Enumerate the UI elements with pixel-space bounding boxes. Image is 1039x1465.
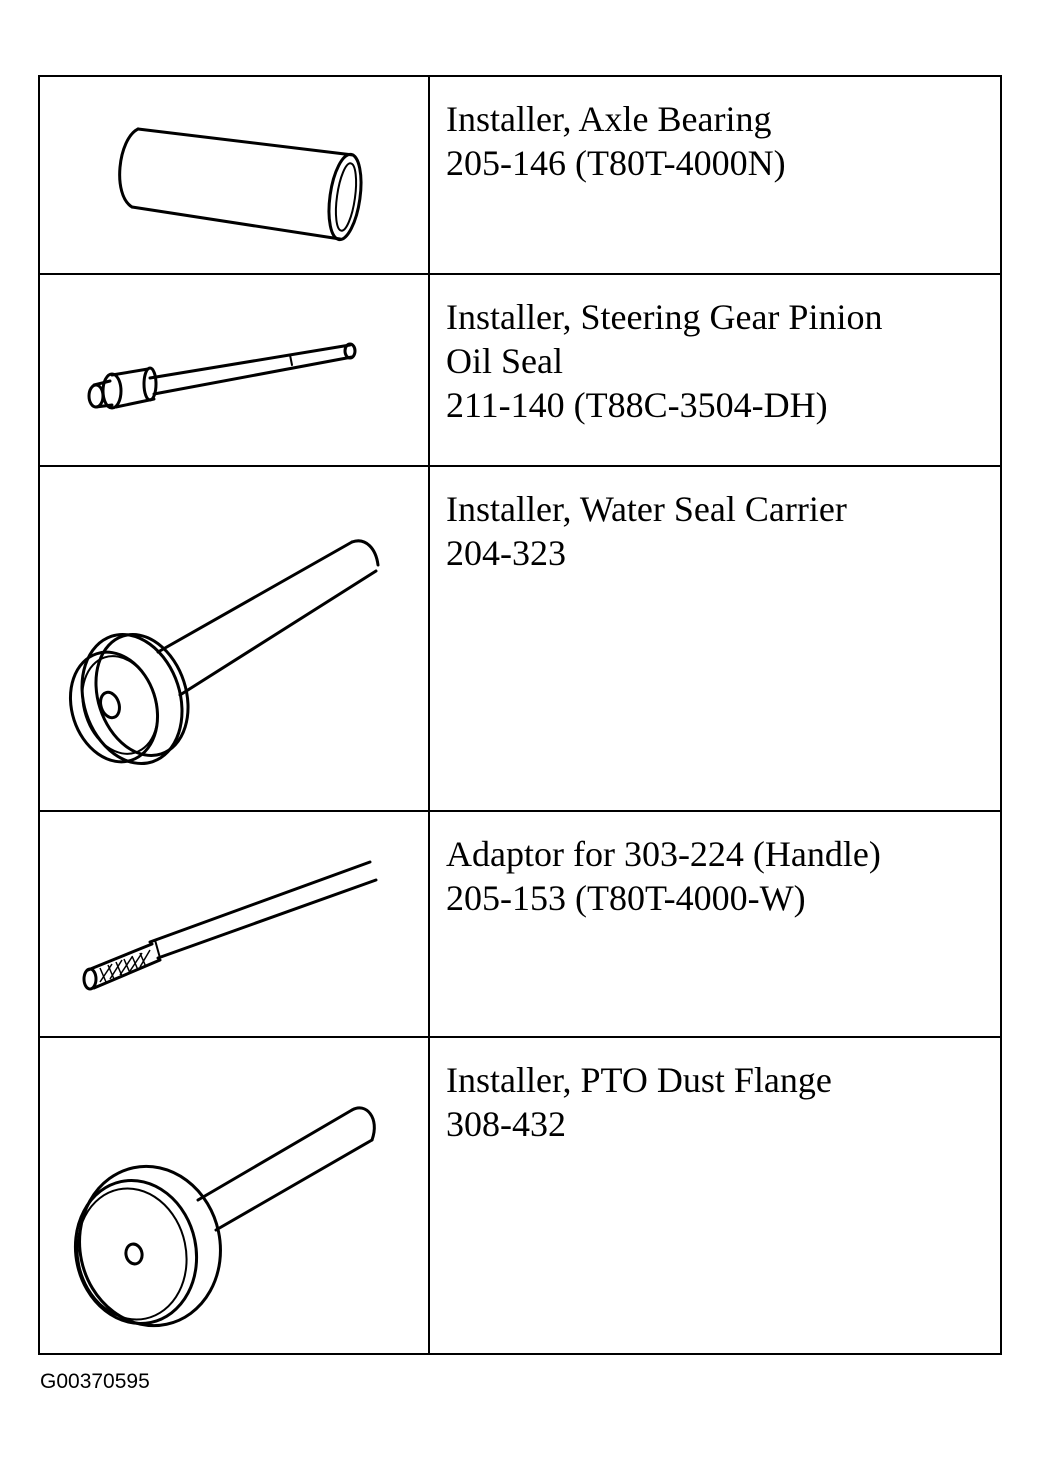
tool-number: 205-153 (T80T-4000-W) [446, 878, 806, 918]
tool-row [39, 1037, 1001, 1354]
tool-name: Installer, Axle Bearing [446, 99, 772, 139]
tool-row [39, 811, 1001, 1037]
tool-name: Installer, Water Seal Carrier [446, 489, 847, 529]
tool-row [39, 76, 1001, 274]
handle-adaptor-icon [40, 812, 428, 1036]
tool-name: Installer, PTO Dust Flange [446, 1060, 832, 1100]
tool-image-cell [39, 811, 429, 1037]
figure-id: G00370595 [40, 1370, 150, 1393]
tool-image-cell [39, 274, 429, 466]
tool-name: Adaptor for 303-224 (Handle) [446, 834, 881, 874]
tool-image-cell [39, 466, 429, 811]
tool-description-cell [429, 1037, 1001, 1354]
tool-description-cell [429, 811, 1001, 1037]
pto-dust-flange-installer-icon [40, 1038, 428, 1353]
tool-name-line-1: Installer, Steering Gear Pinion [446, 297, 883, 337]
tool-row [39, 466, 1001, 811]
special-tools-table [38, 75, 1002, 1355]
tool-number: 211-140 (T88C-3504-DH) [446, 385, 828, 425]
tool-image-cell [39, 76, 429, 274]
tool-description-cell [429, 466, 1001, 811]
tool-number: 205-146 (T80T-4000N) [446, 143, 786, 183]
tool-name-line-2: Oil Seal [446, 341, 563, 381]
tool-row [39, 274, 1001, 466]
water-seal-carrier-installer-icon [40, 467, 428, 810]
tool-description-cell [429, 76, 1001, 274]
tool-description-cell [429, 274, 1001, 466]
tool-image-cell [39, 1037, 429, 1354]
tool-number: 308-432 [446, 1104, 566, 1144]
axle-bearing-installer-icon [40, 77, 428, 273]
tool-number: 204-323 [446, 533, 566, 573]
pinion-seal-installer-icon [40, 275, 428, 465]
